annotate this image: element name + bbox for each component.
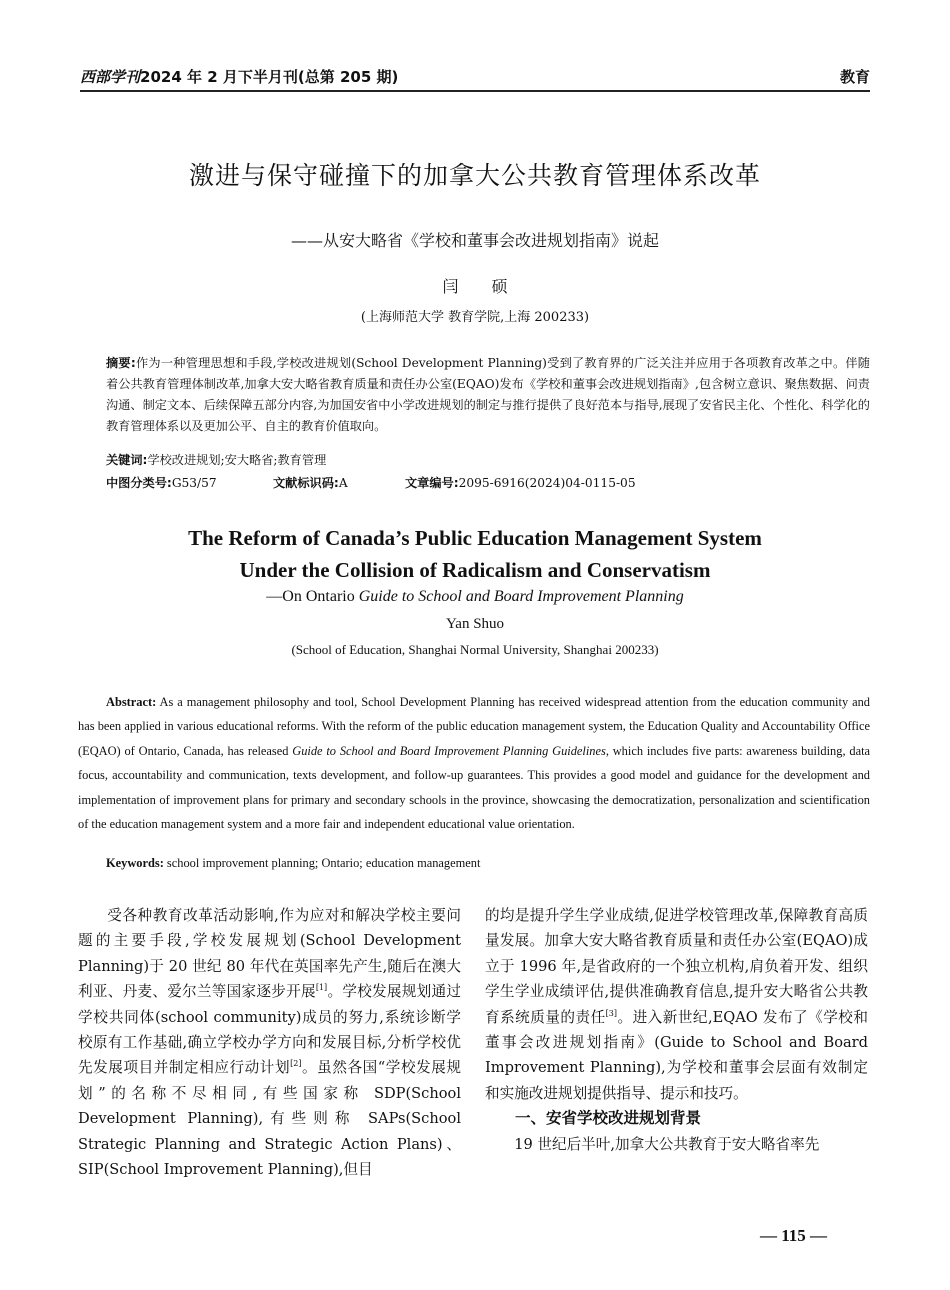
author-cn: 闫 硕 [442, 277, 522, 296]
subtitle-en-prefix: —On Ontario [266, 588, 359, 605]
doc-code-field [273, 474, 348, 491]
keywords-cn [106, 451, 326, 468]
abstract-en-text1: As a management philosophy and tool, School Development Planning has received widespread attention from the education community and has been applied in various educational reforms. With the reform of the public education management system, the Education Quality and Accountability Office (EQAO) of Ontario, Canada, has released [78, 695, 870, 758]
body-text-col2-head: 的均是提升学生学业成绩,促进学校管理改革,保障教育高质量发展。加拿大安大略省教育质量和责任办公室(EQAO)成立于 1996 年,是省政府的一个独立机构,肩负着开发、组织学生学业成绩评估,提供准确教育信息,提升安大略省公共教育系统质量的责任 [485, 907, 868, 1026]
article-no-label: 文章编号: [405, 476, 459, 490]
citation-ref: [3] [605, 1008, 618, 1018]
body-text: 。学校发展规划通过学校共同体(school community)成员的努力,系统诊断学校原有工作基础,确立学校办学方向和发展目标,分析学校优先发展项目并制定相应行动计划 [78, 983, 461, 1077]
keywords-en [106, 856, 480, 871]
body-paragraph-2: 19 世纪后半叶,加拿大公共教育于安大略省率先 [514, 1135, 820, 1153]
section-label: 教育 [839, 68, 870, 86]
abstract-cn-label: 摘要: [106, 356, 136, 370]
section-heading: 一、安省学校改进规划背景 [515, 1109, 702, 1128]
author-en: Yan Shuo [445, 616, 505, 632]
body-text: 。进入新世纪,EQAO 发布了《学校和董事会改进规划指南》(Guide to School and Board Improvement Planning),为学校和董事会层面有效制定和实施改进规划提供指导、提示和技巧。 [485, 1008, 868, 1102]
doc-code-value: A [338, 476, 348, 490]
title-en-line2: Under the Collision of Radicalism and Conservatism [239, 558, 711, 582]
clc-value: G53/57 [171, 476, 217, 490]
doc-code-label: 文献标识码: [273, 476, 339, 490]
abstract-cn [106, 353, 870, 437]
abstract-en [78, 690, 870, 836]
subtitle-en-italic: Guide to School and Board Improvement Planning [358, 588, 684, 605]
body-text: 受各种教育改革活动影响,作为应对和解决学校主要问题的主要手段,学校发展规划(School Development Planning)于 20 世纪 80 年代在英国率先产生,随后在澳大利亚、丹麦、爱尔兰等国家逐步开展 [78, 907, 461, 1001]
keywords-en-label: Keywords: [106, 856, 164, 870]
keywords-cn-label: 关键词: [106, 453, 148, 467]
header-left [80, 66, 398, 87]
clc-label: 中图分类号: [106, 476, 172, 490]
subtitle-cn: ——从安大略省《学校和董事会改进规划指南》说起 [290, 231, 659, 250]
subtitle-en [0, 588, 950, 606]
meta-cn [106, 474, 870, 494]
abstract-en-text2: , which includes five parts: awareness building, data focus, accountability and communication, texts development, and follow-up guarantees. This provides a good model and guidance for the development and implementation of improvement plans for primary and secondary schools in the province, showcasing the democratization, personalization and scientification of the education management system and a more fair and independent educational value orientation. [78, 743, 871, 832]
abstract-cn-text: 作为一种管理思想和手段,学校改进规划(School Development Planning)受到了教育界的广泛关注并应用于各项教育改革之中。伴随着公共教育管理体制改革,加拿大安大略省教育质量和责任办公室(EQAO)发布《学校和董事会改进规划指南》,包含树立意识、聚焦数据、问责沟通、制定文本、后续保障五部分内容,为加国安省中小学改进规划的制定与推行提供了良好范本与指导,展现了安省民主化、个性化、科学化的教育管理体系以及更加公平、自主的教育价值取向。 [106, 356, 870, 433]
page-number: — 115 — [760, 1226, 828, 1245]
citation-ref: [2] [290, 1059, 302, 1069]
abstract-en-italic: Guide to School and Board Improvement Planning Guidelines [292, 743, 606, 758]
clc-field [106, 474, 217, 491]
body-paragraph-1 [78, 903, 461, 1182]
body-column-right [485, 903, 868, 1157]
title-en-line1: The Reform of Canada’s Public Education Management System [188, 526, 762, 550]
title-cn: 激进与保守碰撞下的加拿大公共教育管理体系改革 [188, 161, 761, 190]
keywords-en-text: school improvement planning; Ontario; education management [163, 856, 481, 870]
journal-logo: 西部学刊 [80, 68, 141, 86]
article-no-field [405, 474, 636, 491]
body-text-col1-tail: 。虽然各国“学校发展规划”的名称不尽相同,有些国家称 SDP(School Development Planning),有些则称 SAPs(School Strategic Planning and Strategic Action Plans)、SIP(School Improvement Planning),但目 [78, 1059, 461, 1179]
keywords-cn-text: 学校改进规划;安大略省;教育管理 [147, 453, 327, 467]
citation-ref: [1] [315, 983, 328, 993]
article-no-value: 2095-6916(2024)04-0115-05 [458, 476, 636, 490]
affiliation-en: (School of Education, Shanghai Normal University, Shanghai 200233) [291, 642, 659, 657]
affiliation-cn: (上海师范大学 教育学院,上海 200233) [360, 310, 590, 325]
body-column-left [78, 903, 461, 1182]
title-en [0, 522, 950, 586]
abstract-en-label: Abstract: [106, 695, 157, 709]
running-header [80, 64, 870, 92]
issue-info: 2024 年 2 月下半月刊(总第 205 期) [140, 68, 399, 86]
body-paragraph-1-cont [485, 903, 868, 1106]
